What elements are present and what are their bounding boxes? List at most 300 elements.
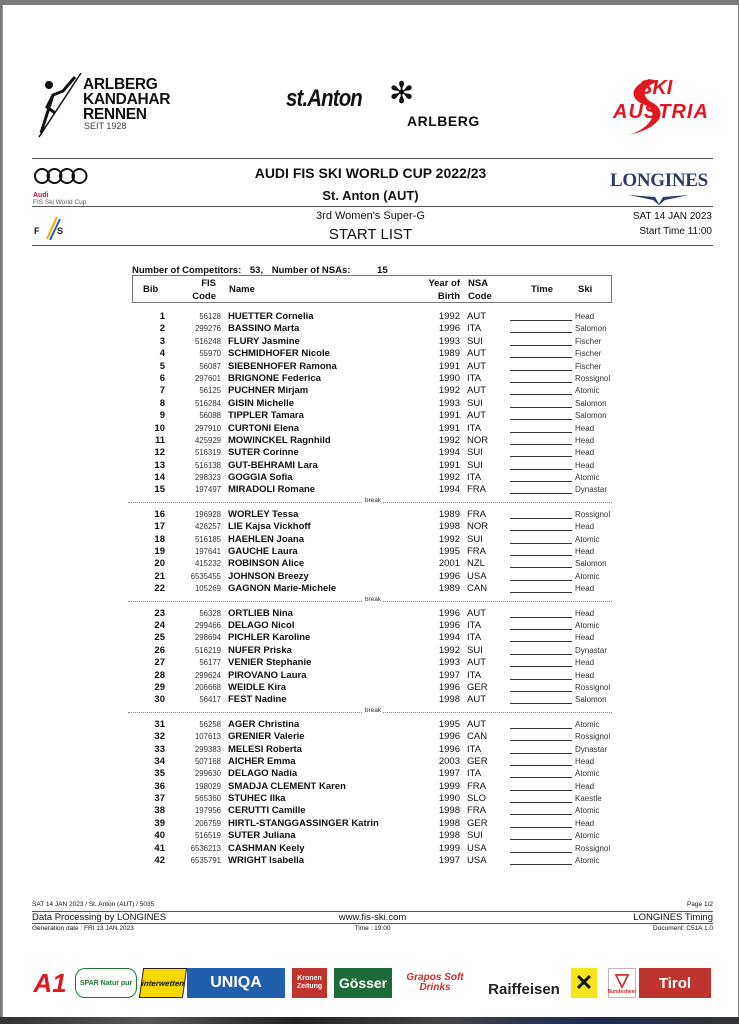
organizer-logos <box>3 65 738 145</box>
sponsor-tirol: Tirol <box>639 968 711 998</box>
year-of-birth: 1992 <box>438 472 460 484</box>
akr-line3: RENNEN <box>83 106 147 123</box>
year-of-birth: 1992 <box>438 385 460 397</box>
sponsor-bundesheer <box>608 968 636 998</box>
table-row <box>132 608 614 620</box>
nsa-code: AUT <box>467 410 486 422</box>
fis-code: 507168 <box>194 756 221 766</box>
bib: 1 <box>159 311 165 322</box>
bib: 8 <box>159 397 165 409</box>
fis-code: 198029 <box>194 781 221 791</box>
athlete-name: ROBINSON Alice <box>228 558 305 570</box>
ski-brand: Head <box>575 584 595 594</box>
time-blank <box>510 472 572 482</box>
skier-figure-icon <box>35 73 83 139</box>
nsa-code: FRA <box>467 508 486 520</box>
nsa-code: GER <box>467 755 488 767</box>
longines-logo <box>607 170 711 210</box>
ski-brand: Head <box>575 547 595 557</box>
audi-sub: FIS Ski World Cup <box>33 199 87 206</box>
fis-code: 197956 <box>194 806 221 816</box>
athlete-name: GISIN Michelle <box>228 397 294 409</box>
footer-middle <box>32 912 713 924</box>
col-nsa-1: NSA <box>468 278 489 289</box>
nsa-code: NOR <box>467 434 489 446</box>
nsa-code: SUI <box>467 397 483 409</box>
ski-brand: Head <box>575 522 595 532</box>
akr-since: SEIT 1928 <box>84 121 127 131</box>
fis-code: 6536213 <box>190 843 221 853</box>
bib: 35 <box>154 768 165 780</box>
start-time: Start Time 11:00 <box>639 226 712 237</box>
table-row <box>132 855 614 867</box>
fis-code: 56258 <box>199 719 221 729</box>
ski-brand: Head <box>575 608 595 618</box>
competition-title: AUDI FIS SKI WORLD CUP 2022/23 <box>254 165 487 181</box>
sponsor-grapos: Grapos Soft Drinks <box>406 972 464 993</box>
year-of-birth: 1996 <box>438 323 460 335</box>
fis-code: 297910 <box>194 423 221 433</box>
start-list-page <box>2 5 738 1017</box>
bib: 3 <box>159 335 165 347</box>
ski-brand: Head <box>575 670 595 680</box>
race-date: SAT 14 JAN 2023 <box>632 211 712 222</box>
time-blank <box>510 830 572 840</box>
athlete-name: STUHEC Ilka <box>228 793 286 805</box>
time-blank <box>510 435 572 445</box>
bib: 16 <box>154 508 165 520</box>
table-row <box>132 398 614 410</box>
nsa-code: SUI <box>467 335 483 347</box>
athlete-name: BASSINO Marta <box>228 323 300 335</box>
time-blank <box>510 719 572 729</box>
fis-code: 56125 <box>199 386 221 396</box>
bib: 39 <box>154 817 165 829</box>
ski-brand: Rossignol <box>575 682 611 692</box>
ski-brand: Salomon <box>575 559 607 569</box>
ski-brand: Rossignol <box>575 843 611 853</box>
year-of-birth: 1999 <box>438 780 460 792</box>
footer-time: Time : 19:00 <box>354 925 391 932</box>
nsa-code: CAN <box>467 731 488 743</box>
year-of-birth: 1992 <box>438 533 460 545</box>
ski-brand: Salomon <box>575 324 607 334</box>
bib: 33 <box>154 743 165 755</box>
year-of-birth: 1995 <box>438 718 460 730</box>
nsa-code: FRA <box>467 780 486 792</box>
year-of-birth: 1990 <box>438 372 460 384</box>
sponsor-spar: SPAR Natur pur <box>75 968 137 998</box>
nsa-code: FRA <box>467 546 486 558</box>
ski-brand: Kaestle <box>575 794 602 804</box>
bib: 9 <box>159 410 165 422</box>
bib: 13 <box>154 459 165 471</box>
ski-austria-line1: SKI <box>639 77 673 99</box>
ski-brand: Fischer <box>575 349 602 359</box>
fis-code: 298323 <box>194 473 221 483</box>
time-blank <box>510 855 572 865</box>
time-blank <box>510 521 572 531</box>
fis-code: 516284 <box>194 398 221 408</box>
nsa-code: ITA <box>467 619 482 631</box>
table-row <box>132 410 614 422</box>
col-ski: Ski <box>578 284 593 295</box>
athlete-name: DELAGO Nicol <box>228 619 295 631</box>
bib: 32 <box>154 731 165 743</box>
athlete-name: VENIER Stephanie <box>228 657 312 669</box>
table-row <box>132 731 614 743</box>
athlete-name: AICHER Emma <box>228 755 296 767</box>
time-blank <box>510 768 572 778</box>
athlete-name: FEST Nadine <box>228 694 287 706</box>
athlete-name: GAUCHE Laura <box>228 546 298 558</box>
nsas-label: Number of NSAs: <box>271 265 351 276</box>
sponsor-interwetten: interwetten <box>139 968 187 998</box>
time-blank <box>510 682 572 692</box>
fis-code: 516219 <box>194 645 221 655</box>
fis-code: 56087 <box>199 361 221 371</box>
year-of-birth: 2001 <box>438 558 460 570</box>
nsa-code: SUI <box>467 830 483 842</box>
ski-brand: Atomic <box>575 571 600 581</box>
year-of-birth: 1998 <box>438 521 460 533</box>
fis-code: 516248 <box>194 336 221 346</box>
year-of-birth: 1989 <box>438 583 460 595</box>
year-of-birth: 2003 <box>438 755 460 767</box>
fis-code: 516519 <box>194 831 221 841</box>
athlete-name: MIRADOLI Romane <box>228 484 316 496</box>
year-of-birth: 1993 <box>438 335 460 347</box>
ski-brand: Rossignol <box>575 509 611 519</box>
athlete-name: SCHMIDHOFER Nicole <box>228 348 330 360</box>
time-blank <box>510 398 572 408</box>
ski-brand: Fischer <box>575 336 602 346</box>
year-of-birth: 1992 <box>438 644 460 656</box>
time-blank <box>510 744 572 754</box>
table-row <box>132 818 614 830</box>
fis-code: 299624 <box>194 670 221 680</box>
table-row <box>132 435 614 447</box>
ski-brand: Atomic <box>575 806 600 816</box>
bib: 37 <box>154 793 165 805</box>
break-separator <box>132 707 614 719</box>
year-of-birth: 1996 <box>438 607 460 619</box>
athlete-name: HIRTL-STANGGASSINGER Katrin <box>228 817 379 829</box>
bib: 31 <box>154 718 165 730</box>
nsa-code: AUT <box>467 311 486 322</box>
nsa-code: GER <box>467 817 488 829</box>
fis-code: 206668 <box>194 682 221 692</box>
nsa-code: ITA <box>467 422 482 434</box>
ski-brand: Head <box>575 435 595 445</box>
nsa-code: AUT <box>467 360 486 372</box>
ski-brand: Head <box>575 756 595 766</box>
table-row <box>132 373 614 385</box>
bib: 17 <box>154 521 165 533</box>
time-blank <box>510 645 572 655</box>
time-blank <box>510 373 572 383</box>
table-row <box>132 423 614 435</box>
ski-austria-logo <box>609 77 719 137</box>
longines-wordmark: LONGINES <box>610 170 708 191</box>
time-blank <box>510 731 572 741</box>
event-name: 3rd Women's Super-G <box>316 210 425 222</box>
athlete-name: PUCHNER Mirjam <box>228 385 309 397</box>
table-row <box>132 336 614 348</box>
fis-code: 6535791 <box>190 856 221 866</box>
year-of-birth: 1999 <box>438 842 460 854</box>
athlete-name: WORLEY Tessa <box>228 508 299 520</box>
nsa-code: USA <box>467 855 487 867</box>
bib: 7 <box>159 385 165 397</box>
nsa-code: ITA <box>467 472 482 484</box>
ski-brand: Head <box>575 423 595 433</box>
bib: 25 <box>154 632 165 644</box>
time-blank <box>510 348 572 358</box>
athlete-name: GRENIER Valerie <box>228 731 305 743</box>
bib: 2 <box>159 323 165 335</box>
athlete-name: AGER Christina <box>228 718 300 730</box>
ski-brand: Atomic <box>575 386 600 396</box>
table-row <box>132 756 614 768</box>
footer-timing: LONGINES Timing <box>633 912 713 923</box>
akr-line1: ARLBERG <box>83 76 158 93</box>
fis-code: 516319 <box>194 448 221 458</box>
bib: 41 <box>154 842 165 854</box>
nsa-code: GER <box>467 681 488 693</box>
nsa-code: ITA <box>467 669 482 681</box>
time-blank <box>510 571 572 581</box>
nsa-code: AUT <box>467 348 486 360</box>
time-blank <box>510 311 572 321</box>
ski-brand: Head <box>575 781 595 791</box>
ski-brand: Dynastar <box>575 485 608 495</box>
bib: 26 <box>154 644 165 656</box>
ski-brand: Atomic <box>575 831 600 841</box>
bib: 40 <box>154 830 165 842</box>
year-of-birth: 1989 <box>438 508 460 520</box>
nsa-code: AUT <box>467 694 486 706</box>
footer-page: Page 1/2 <box>686 901 713 908</box>
header-rule-top <box>32 158 713 159</box>
bib: 5 <box>159 360 165 372</box>
bib: 27 <box>154 657 165 669</box>
year-of-birth: 1996 <box>438 681 460 693</box>
fis-code: 56128 <box>199 312 221 321</box>
table-row <box>132 793 614 805</box>
athlete-name: GUT-BEHRAMI Lara <box>228 459 318 471</box>
athlete-name: MELESI Roberta <box>228 743 302 755</box>
nsas-count: 15 <box>377 265 388 276</box>
nsa-code: NOR <box>467 521 489 533</box>
col-time: Time <box>531 284 554 295</box>
time-blank <box>510 670 572 680</box>
year-of-birth: 1992 <box>438 311 460 322</box>
ski-brand: Fischer <box>575 361 602 371</box>
table-row <box>132 768 614 780</box>
year-of-birth: 1995 <box>438 546 460 558</box>
fis-code: 516138 <box>194 460 221 470</box>
nsa-code: USA <box>467 570 487 582</box>
col-bib: Bib <box>143 284 159 295</box>
sponsor-strip <box>3 968 738 1008</box>
year-of-birth: 1996 <box>438 619 460 631</box>
bib: 18 <box>154 533 165 545</box>
year-of-birth: 1997 <box>438 768 460 780</box>
nsa-code: FRA <box>467 484 486 496</box>
fis-code: 426257 <box>194 522 221 532</box>
table-header <box>132 275 612 303</box>
audi-brand: Audi <box>33 192 49 199</box>
athlete-name: PICHLER Karoline <box>228 632 311 644</box>
nsa-code: ITA <box>467 632 482 644</box>
fis-code: 107613 <box>194 732 221 742</box>
raiffeisen-cross-icon: ✕ <box>571 968 597 998</box>
footer-document: Document: C51A 1.0 <box>653 925 713 932</box>
athlete-name: TIPPLER Tamara <box>228 410 304 422</box>
nsa-code: ITA <box>467 743 482 755</box>
athlete-name: SIEBENHOFER Ramona <box>228 360 337 372</box>
year-of-birth: 1991 <box>438 459 460 471</box>
fis-code: 196928 <box>194 509 221 519</box>
time-blank <box>510 423 572 433</box>
nsa-code: AUT <box>467 385 486 397</box>
table-row <box>132 682 614 694</box>
bib: 6 <box>159 372 165 384</box>
bib: 29 <box>154 681 165 693</box>
table-row <box>132 348 614 360</box>
nsa-code: SUI <box>467 644 483 656</box>
table-row <box>132 534 614 546</box>
svg-text:F: F <box>34 226 40 236</box>
table-row <box>132 361 614 373</box>
bib: 11 <box>154 434 165 446</box>
nsa-code: CAN <box>467 583 488 595</box>
time-blank <box>510 460 572 470</box>
background-strip <box>0 1017 739 1024</box>
athlete-name: WRIGHT Isabella <box>228 855 305 867</box>
col-yob-1: Year of <box>428 278 460 289</box>
table-row <box>132 781 614 793</box>
nsa-code: AUT <box>467 718 486 730</box>
time-blank <box>510 756 572 766</box>
footer-processing: Data Processing by LONGINES <box>32 912 167 923</box>
col-yob-2: Birth <box>437 291 460 302</box>
ski-brand: Head <box>575 312 595 321</box>
table-row <box>132 632 614 644</box>
time-blank <box>510 781 572 791</box>
year-of-birth: 1998 <box>438 694 460 706</box>
col-name: Name <box>229 284 255 295</box>
athlete-name: JOHNSON Breezy <box>228 570 309 582</box>
ski-brand: Atomic <box>575 719 600 729</box>
bib: 20 <box>154 558 165 570</box>
arlberg-kandahar-logo <box>35 73 195 139</box>
st-anton-name: st.Anton <box>286 85 362 112</box>
nsa-code: SUI <box>467 459 483 471</box>
time-blank <box>510 818 572 828</box>
time-blank <box>510 632 572 642</box>
ski-brand: Atomic <box>575 473 600 483</box>
nsa-code: ITA <box>467 768 482 780</box>
athlete-name: LIE Kajsa Vickhoff <box>228 521 311 533</box>
fis-code: 299630 <box>194 769 221 779</box>
ski-brand: Head <box>575 818 595 828</box>
time-blank <box>510 608 572 618</box>
time-blank <box>510 534 572 544</box>
bib: 19 <box>154 546 165 558</box>
table-row <box>132 657 614 669</box>
athlete-name: HAEHLEN Joana <box>228 533 305 545</box>
table-row <box>132 558 614 570</box>
time-blank <box>510 657 572 667</box>
table-row <box>132 719 614 731</box>
year-of-birth: 1996 <box>438 570 460 582</box>
table-row <box>132 472 614 484</box>
time-blank <box>510 620 572 630</box>
athlete-name: SUTER Corinne <box>228 447 299 459</box>
bib: 21 <box>154 570 165 582</box>
break-label: break <box>364 496 382 504</box>
fis-code: 299276 <box>194 324 221 334</box>
table-row <box>132 694 614 706</box>
bib: 4 <box>159 348 165 360</box>
fis-code: 415232 <box>194 559 221 569</box>
ski-brand: Head <box>575 448 595 458</box>
table-row <box>132 521 614 533</box>
time-blank <box>510 385 572 395</box>
table-row <box>132 843 614 855</box>
year-of-birth: 1996 <box>438 731 460 743</box>
sponsor-uniqa: UNIQA <box>187 968 285 998</box>
athlete-name: CURTONI Elena <box>228 422 300 434</box>
ski-brand: Dynastar <box>575 744 608 754</box>
start-list-rows <box>132 311 614 867</box>
svg-text:S: S <box>57 226 64 236</box>
fis-code: 56328 <box>199 608 221 618</box>
bib: 15 <box>154 484 165 496</box>
bib: 30 <box>154 694 165 706</box>
year-of-birth: 1990 <box>438 793 460 805</box>
fis-code: 197641 <box>194 547 221 557</box>
ski-brand: Atomic <box>575 856 600 866</box>
break-separator <box>132 497 614 509</box>
table-row <box>132 323 614 335</box>
time-blank <box>510 583 572 593</box>
bib: 24 <box>154 619 165 631</box>
bib: 38 <box>154 805 165 817</box>
athlete-name: WEIDLE Kira <box>228 681 287 693</box>
ski-brand: Salomon <box>575 398 607 408</box>
athlete-name: CERUTTI Camille <box>228 805 306 817</box>
header-rule-bottom <box>32 245 713 246</box>
col-fis-1: FIS <box>201 278 216 289</box>
time-blank <box>510 447 572 457</box>
ski-brand: Dynastar <box>575 645 608 655</box>
time-blank <box>510 509 572 519</box>
fis-code: 206759 <box>194 818 221 828</box>
fis-code: 197497 <box>194 485 221 495</box>
fis-code: 55970 <box>199 349 221 359</box>
athlete-name: DELAGO Nadia <box>228 768 298 780</box>
footer-website[interactable]: www.fis-ski.com <box>338 912 407 923</box>
athlete-name: NUFER Priska <box>228 644 292 656</box>
fis-code: 56417 <box>199 695 221 705</box>
venue: St. Anton (AUT) <box>322 188 419 203</box>
st-anton-region: ARLBERG <box>407 113 480 129</box>
table-row <box>132 805 614 817</box>
nsa-code: SUI <box>467 533 483 545</box>
